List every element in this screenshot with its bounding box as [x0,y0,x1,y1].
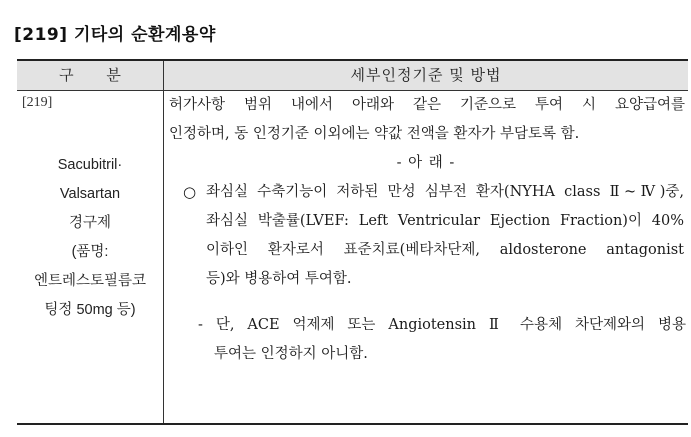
circle-bullet-icon: ○ [183,183,197,201]
drug-name-block [17,151,163,325]
drug-name-line: Sacubitril· [57,157,123,173]
table-header-row [17,61,688,91]
note-line: - 단, ACE 억제제 또는 Angiotensin Ⅱ 수용체 차단제와의 병용 [198,317,686,333]
section-title: [219] 기타의 순환계용약 [14,25,216,45]
header-category: 구 분 [59,66,135,84]
bullet-line: 좌심실 박출률(LVEF: Left Ventricular Ejection Fraction)이 40% [206,213,684,229]
note-line: 투여는 인정하지 아니함. [214,346,368,362]
criteria-cell [164,91,688,423]
bullet-line: 좌심실 수축기능이 저하된 만성 심부전 환자(NYHA class Ⅱ~Ⅳ)중, [206,184,684,200]
intro-line: 허가사항 범위 내에서 아래와 같은 기준으로 투여 시 요양급여를 [169,97,685,113]
below-title: - 아 래 - [396,155,456,171]
bullet-line: 이하인 환자로서 표준치료(베타차단제, aldosterone antagonist [206,242,684,258]
drug-name-line: 경구제 [68,215,112,231]
drug-name-line: 팅정 50mg 등) [44,302,136,318]
category-cell [17,91,163,423]
drug-name-line: Valsartan [59,186,121,202]
criteria-table [17,59,688,425]
category-code: [219] [22,95,53,110]
bullet-line: 등)와 병용하여 투여함. [206,271,352,287]
intro-line: 인정하며, 동 인정기준 이외에는 약값 전액을 환자가 부담토록 함. [169,126,580,142]
header-criteria: 세부인정기준 및 방법 [350,66,502,84]
drug-name-line: (품명: [71,244,109,260]
drug-name-line: 엔트레스토필름코 [33,273,147,289]
